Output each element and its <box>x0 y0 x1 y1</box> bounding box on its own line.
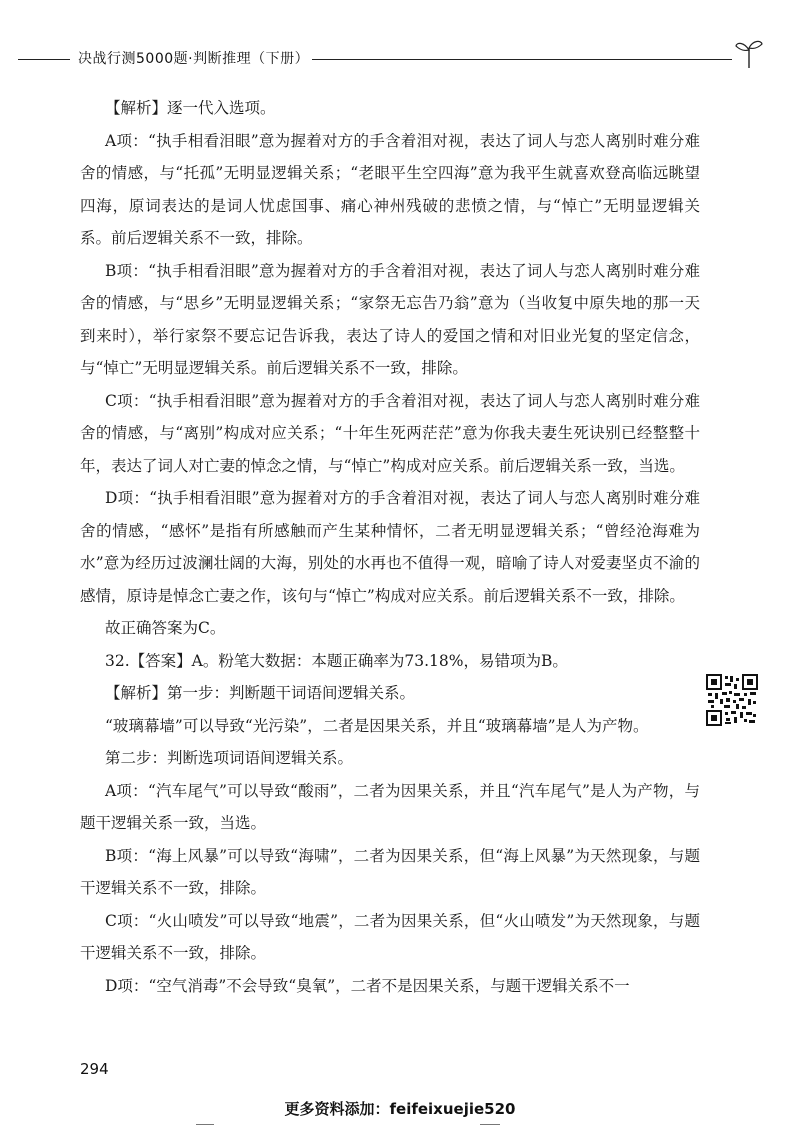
option-b-analysis-31: B项：“执手相看泪眼”意为握着对方的手含着泪对视，表达了词人与恋人离别时难分难舍的情感，与“思乡”无明显逻辑关系；“家祭无忘告乃翁”意为（当收复中原失地的那一天到来时），举行家祭不要忘记告诉我，表达了诗人的爱国之情和对旧业光复的坚定信念，与“悼亡”无明显逻辑关系。前后逻辑关系不一致，排除。 <box>80 261 700 377</box>
body-text <box>80 92 700 1002</box>
header-rule-right <box>312 59 732 60</box>
page-number: 294 <box>80 1060 109 1078</box>
answer-heading-32: 32.【答案】A。粉笔大数据：本题正确率为73.18%，易错项为B。 <box>105 651 568 670</box>
scan-speck <box>196 1124 214 1125</box>
sprout-icon <box>732 36 766 70</box>
header-rule-left <box>18 59 70 60</box>
answer-conclusion-31: 故正确答案为C。 <box>105 619 226 637</box>
option-d-analysis-31: D项：“执手相看泪眼”意为握着对方的手含着泪对视，表达了词人与恋人离别时难分难舍的情感，“感怀”是指有所感触而产生某种情怀，二者无明显逻辑关系；“曾经沧海难为水”意为经历过波澜壮阔的大海，别处的水再也不值得一观，暗喻了诗人对爱妻坚贞不渝的感情，原诗是悼念亡妻之作，该句与“悼亡”构成对应关系。前后逻辑关系不一致，排除。 <box>80 489 700 605</box>
analysis-step-2: 第二步：判断选项词语间逻辑关系。 <box>105 749 354 767</box>
option-b-analysis-32: B项：“海上风暴”可以导致“海啸”，二者为因果关系，但“海上风暴”为天然现象，与题干逻辑关系不一致，排除。 <box>80 846 700 897</box>
header-title: 决战行测5000题·判断推理（下册） <box>78 51 310 67</box>
footer-note: 更多资料添加：feifeixuejie520 <box>284 1100 516 1118</box>
option-c-analysis-32: C项：“火山喷发”可以导致“地震”，二者为因果关系，但“火山喷发”为天然现象，与题干逻辑关系不一致，排除。 <box>80 911 700 962</box>
option-a-analysis-32: A项：“汽车尾气”可以导致“酸雨”，二者为因果关系，并且“汽车尾气”是人为产物，与题干逻辑关系一致，当选。 <box>80 781 700 832</box>
scan-speck <box>480 1124 500 1125</box>
option-c-analysis-31: C项：“执手相看泪眼”意为握着对方的手含着泪对视，表达了词人与恋人离别时难分难舍的情感，与“离别”构成对应关系；“十年生死两茫茫”意为你我夫妻生死诀别已经整整十年，表达了词人对亡妻的悼念之情，与“悼亡”构成对应关系。前后逻辑关系一致，当选。 <box>80 391 700 475</box>
running-header <box>0 44 800 74</box>
stem-relation: “玻璃幕墙”可以导致“光污染”，二者是因果关系，并且“玻璃幕墙”是人为产物。 <box>105 716 649 735</box>
option-d-analysis-32: D项：“空气消毒”不会导致“臭氧”，二者不是因果关系，与题干逻辑关系不一 <box>105 976 630 995</box>
qr-code-icon <box>706 674 758 726</box>
option-a-analysis-31: A项：“执手相看泪眼”意为握着对方的手含着泪对视，表达了词人与恋人离别时难分难舍的情感，与“托孤”无明显逻辑关系；“老眼平生空四海”意为我平生就喜欢登高临远眺望四海，原词表达的是词人忧虑国事、痛心神州残破的悲愤之情，与“悼亡”无明显逻辑关系。前后逻辑关系不一致，排除。 <box>80 131 700 247</box>
analysis-step-1: 【解析】第一步：判断题干词语间逻辑关系。 <box>105 684 416 702</box>
analysis-heading-31: 【解析】逐一代入选项。 <box>105 99 276 117</box>
